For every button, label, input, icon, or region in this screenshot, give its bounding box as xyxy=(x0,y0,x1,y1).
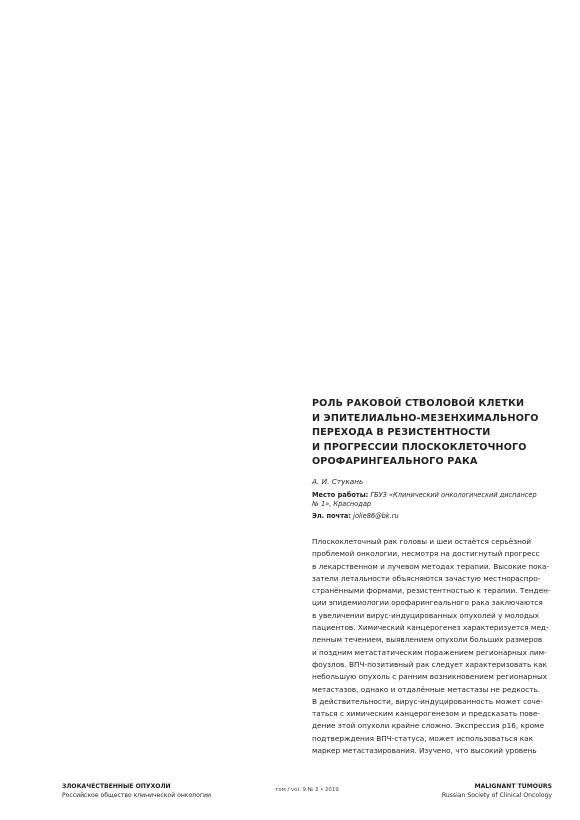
workplace-value: ГБУЗ «Клинический онкологический диспансер xyxy=(370,490,537,499)
abstract-line: странёнными формами, резистентностью к терапии. Тенден- xyxy=(312,586,551,596)
email-label: Эл. почта: xyxy=(312,511,351,520)
journal-title-en: MALIGNANT TUMOURS xyxy=(474,783,552,790)
society-name-en: Russian Society of Clinical Oncology xyxy=(441,792,552,799)
abstract-line: небольшую опухоль с ранним возникновением регионарных xyxy=(312,672,548,682)
abstract-line: пациентов. Химический канцерогенез характеризуется мед- xyxy=(312,623,549,633)
abstract-line: в лекарственном и лучевом методах терапии. Высокие пока- xyxy=(312,561,550,571)
abstract-line: маркер метастазирования. Изучено, что высокий уровень xyxy=(312,746,537,756)
abstract-line: проблемой онкологии, несмотря на достигнутый прогресс xyxy=(312,549,540,559)
abstract-line: затели летальности объясняются зачастую местнораспро- xyxy=(312,573,541,583)
author-name: А. И. Стукань xyxy=(312,476,364,486)
abstract-line: подтверждения ВПЧ-статуса, может использоваться как xyxy=(312,733,534,743)
abstract-line: дение этой опухоли крайне сложно. Экспрессия р16, кроме xyxy=(312,721,545,731)
workplace xyxy=(312,491,552,510)
abstract-line: в увеличении вирус-индуцированных опухолей у молодых xyxy=(312,610,539,620)
footer-right xyxy=(442,782,552,800)
abstract-line: и поздним метастатическим поражением регионарных лим- xyxy=(312,647,547,657)
volume-issue: том / vol. 9 № 3 • 2019 xyxy=(275,787,339,793)
abstract-text xyxy=(312,536,552,757)
abstract-line: ции эпидемиологии орофарингеального рака заключаются xyxy=(312,598,543,608)
email xyxy=(312,512,552,522)
abstract-line: Плоскоклеточный рак головы и шеи остаётся серьёзной xyxy=(312,537,532,546)
abstract-line: метастазов, однако и отдалённые метастазы не редкость. xyxy=(312,684,541,694)
society-name-ru: Российское общество клинической онкологии xyxy=(62,792,211,799)
article-title-line: И ПРОГРЕССИИ ПЛОСКОКЛЕТОЧНОГО xyxy=(312,441,527,453)
abstract-line: фоузлов. ВПЧ-позитивный рак следует характеризовать как xyxy=(312,659,547,669)
email-link[interactable]: jolie86@bk.ru xyxy=(353,511,399,520)
journal-title-ru: ЗЛОКАЧЕСТВЕННЫЕ ОПУХОЛИ xyxy=(62,783,171,790)
article-title-line: РОЛЬ РАКОВОЙ СТВОЛОВОЙ КЛЕТКИ xyxy=(312,398,525,409)
article-title-line: ПЕРЕХОДА В РЕЗИСТЕНТНОСТИ xyxy=(312,427,491,438)
abstract-line: В действительности, вирус-индуцированность может соче- xyxy=(312,696,543,706)
article-block xyxy=(312,397,552,757)
abstract-line: ленным течением, выявлением опухоли больших размеров xyxy=(312,635,543,645)
article-title-line: ОРОФАРИНГЕАЛЬНОГО РАКА xyxy=(312,456,478,467)
article-title-line: И ЭПИТЕЛИАЛЬНО-МЕЗЕНХИМАЛЬНОГО xyxy=(312,412,539,424)
abstract-line: таться с химическим канцерогенезом и предсказать пове- xyxy=(312,709,541,719)
workplace-label: Место работы: xyxy=(312,490,369,499)
page-footer xyxy=(62,782,552,800)
workplace-value-cont: № 1», Краснодар xyxy=(312,500,372,508)
article-title xyxy=(312,397,552,470)
